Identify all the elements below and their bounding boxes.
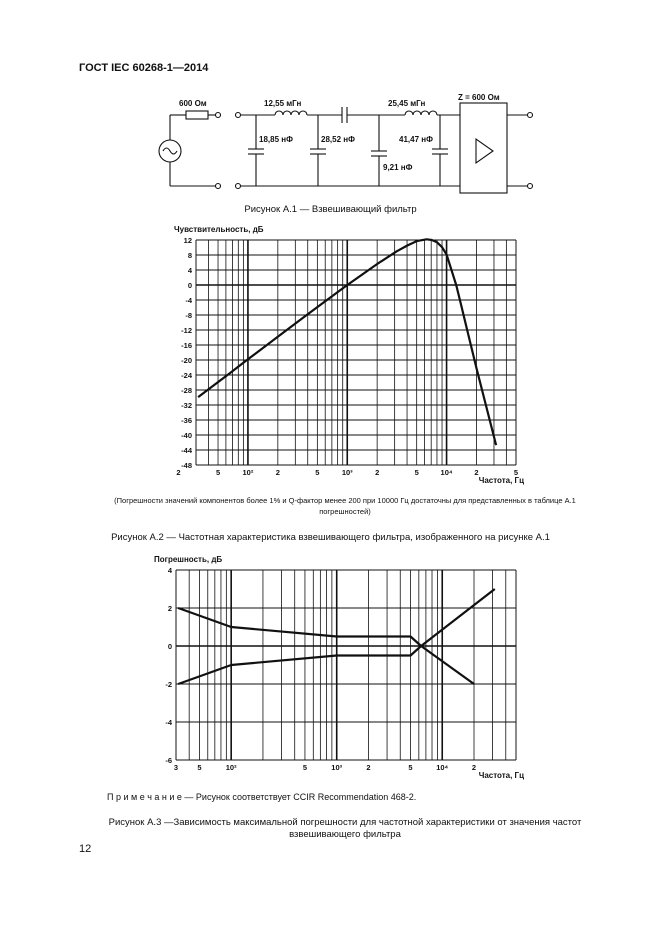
x-tick-label: 5 (414, 468, 419, 477)
x-tick-label: 2 (375, 468, 380, 477)
note-text: — Рисунок соответствует CCIR Recommendation 468-2. (181, 792, 417, 802)
figure-a3-caption: Рисунок А.3 —Зависимость максимальной погрешности для частотной характеристики от значения частот взвешивающего фильтра (108, 817, 582, 840)
x-tick-label: 2 (471, 763, 477, 772)
y-tick-label: -24 (181, 371, 192, 380)
y-tick-label: -12 (181, 326, 192, 335)
y-tick-label: 12 (183, 236, 192, 245)
label-c3: 9,21 нФ (383, 163, 413, 172)
x-tick-label: 10⁴ (440, 468, 453, 477)
figure-a2-caption: Рисунок А.2 — Частотная характеристика взвешивающего фильтра, изображенного на рисунке А.1 (111, 532, 550, 543)
x-tick-label: 2 (474, 468, 479, 477)
x-tick-label: 5 (315, 468, 320, 477)
x-tick-label: 10³ (331, 763, 343, 772)
y-tick-label: -2 (165, 680, 172, 689)
y-tick-label: -28 (181, 386, 192, 395)
x-tick-label: 2 (176, 468, 181, 477)
label-l1: 12,55 мГн (264, 99, 302, 108)
y-tick-label: -8 (185, 311, 192, 320)
y-tick-label: 2 (167, 604, 172, 613)
y-axis-label: Погрешность, дБ (154, 555, 223, 564)
figure-a3-note (107, 792, 416, 802)
y-tick-label: 0 (167, 642, 172, 651)
y-tick-label: -40 (181, 431, 192, 440)
x-tick-label: 5 (302, 763, 308, 772)
x-tick-label: 10⁴ (436, 763, 449, 772)
label-l2: 25,45 мГн (388, 99, 426, 108)
y-tick-label: -4 (185, 296, 192, 305)
chart-grid (176, 570, 516, 760)
y-tick-label: -20 (181, 356, 192, 365)
document-header: ГОСТ IEC 60268-1—2014 (79, 62, 209, 74)
label-c1: 18,85 нФ (259, 135, 293, 144)
y-tick-label: 4 (167, 566, 172, 575)
figure-a1-caption: Рисунок А.1 — Взвешивающий фильтр (244, 204, 417, 215)
label-r-source: 600 Ом (179, 99, 207, 108)
y-tick-label: -48 (181, 461, 192, 470)
note-label: П р и м е ч а н и е (107, 792, 182, 802)
x-tick-label: 10³ (341, 468, 353, 477)
y-tick-label: 8 (187, 251, 192, 260)
y-tick-label: -44 (181, 446, 192, 455)
label-c4: 41,47 нФ (399, 135, 433, 144)
x-axis-label: Частота, Гц (478, 771, 524, 780)
label-z-load: Z = 600 Ом (458, 93, 500, 102)
y-axis-label: Чувствительность, дБ (174, 225, 264, 234)
y-tick-label: 4 (187, 266, 192, 275)
label-c2: 28,52 нФ (321, 135, 355, 144)
y-tick-label: -36 (181, 416, 192, 425)
x-tick-label: 2 (366, 763, 371, 772)
x-tick-label: 10² (225, 763, 237, 772)
x-tick-label: 5 (215, 468, 221, 477)
x-tick-label: 5 (197, 763, 202, 772)
y-tick-label: -6 (165, 756, 172, 765)
x-tick-label: 3 (173, 763, 179, 772)
x-tick-label: 5 (408, 763, 413, 772)
y-tick-label: 0 (187, 281, 192, 290)
y-tick-label: -32 (181, 401, 192, 410)
y-tick-label: -16 (181, 341, 192, 350)
page-number: 12 (79, 843, 92, 855)
y-tick-label: -4 (165, 718, 172, 727)
figure-a2-note: (Погрешности значений компонентов более 1% и Q-фактор менее 200 при 10000 Гц достаточны для представленных в таблице А.1 погрешностей) (114, 496, 576, 516)
x-tick-label: 2 (275, 468, 280, 477)
x-axis-label: Частота, Гц (478, 476, 524, 485)
x-tick-label: 10² (242, 468, 254, 477)
x-tick-label: 5 (513, 468, 519, 477)
